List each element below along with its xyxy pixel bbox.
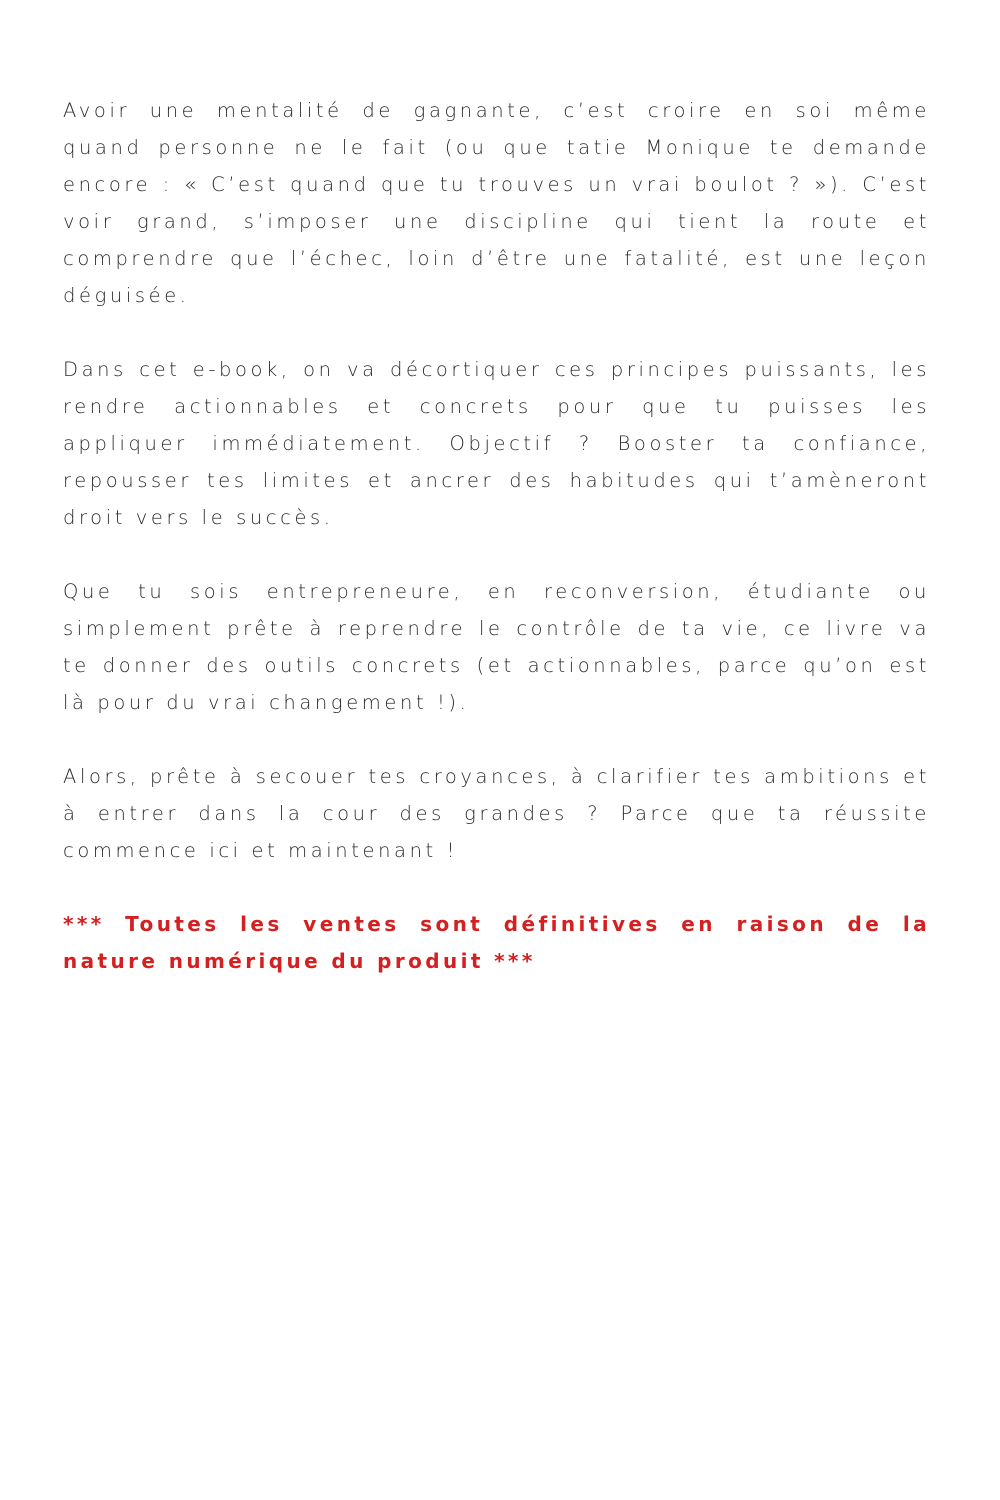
sales-final-notice: *** Toutes les ventes sont définitives en raison de la nature numérique du produit *** [63,912,930,973]
audience-paragraph: Que tu sois entrepreneure, en reconversion, étudiante ou simplement prête à reprendre le contrôle de ta vie, ce livre va te donner des outils concrets (et actionnables, parce qu’on est là pour du vrai changement !). [63,580,930,714]
document-page [63,92,930,980]
intro-paragraph: Avoir une mentalité de gagnante, c’est croire en soi même quand personne ne le fait (ou que tatie Monique te demande encore : « C’est quand que tu trouves un vrai boulot ? »). C’est voir grand, s’imposer une discipline qui tient la route et comprendre que l’échec, loin d’être une fatalité, est une leçon déguisée. [63,99,930,307]
ebook-description-paragraph: Dans cet e-book, on va décortiquer ces principes puissants, les rendre actionnables et concrets pour que tu puisses les appliquer immédiatement. Objectif ? Booster ta confiance, repousser tes limites et ancrer des habitudes qui t’amèneront droit vers le succès. [63,358,930,529]
call-to-action-paragraph: Alors, prête à secouer tes croyances, à clarifier tes ambitions et à entrer dans la cour des grandes ? Parce que ta réussite commence ici et maintenant ! [63,765,930,862]
